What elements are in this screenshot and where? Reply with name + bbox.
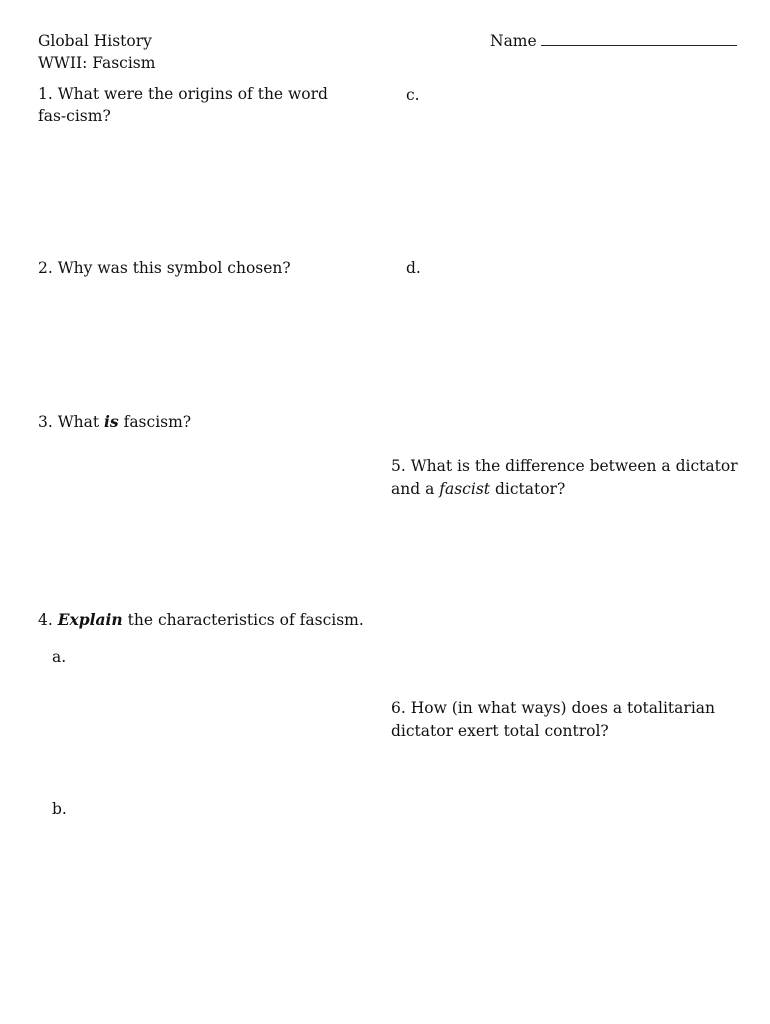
course-title: Global History	[38, 32, 152, 50]
question-3-emphasis: is	[104, 412, 119, 431]
question-4-suffix: the characteristics of fascism.	[122, 611, 364, 629]
characteristic-c-label: c.	[406, 86, 420, 104]
question-2: 2. Why was this symbol chosen?	[38, 259, 291, 277]
question-5-line-2-prefix: and a	[391, 480, 440, 498]
question-5-line-2	[391, 478, 565, 500]
question-5-line-1: 5. What is the difference between a dictator	[391, 457, 738, 475]
question-4	[38, 609, 364, 631]
unit-title: WWII: Fascism	[38, 54, 156, 72]
question-5-line-2-suffix: dictator?	[490, 480, 566, 498]
characteristic-b-label: b.	[52, 800, 67, 818]
question-4-prefix: 4.	[38, 611, 58, 629]
question-1: 1. What were the origins of the word fas-cism?	[38, 85, 328, 125]
question-3-suffix: fascism?	[118, 413, 192, 431]
name-label: Name	[490, 32, 537, 50]
question-5-emphasis: fascist	[439, 480, 491, 498]
characteristic-a-label: a.	[52, 648, 67, 666]
characteristic-d-label: d.	[406, 259, 421, 277]
name-field[interactable]	[490, 30, 737, 52]
question-3-prefix: 3. What	[38, 413, 105, 431]
question-6-line-2: dictator exert total control?	[391, 722, 609, 740]
question-3	[38, 411, 191, 433]
name-blank-line[interactable]	[541, 31, 737, 46]
question-4-emphasis: Explain	[57, 610, 123, 629]
question-6-line-1: 6. How (in what ways) does a totalitarian	[391, 699, 715, 717]
